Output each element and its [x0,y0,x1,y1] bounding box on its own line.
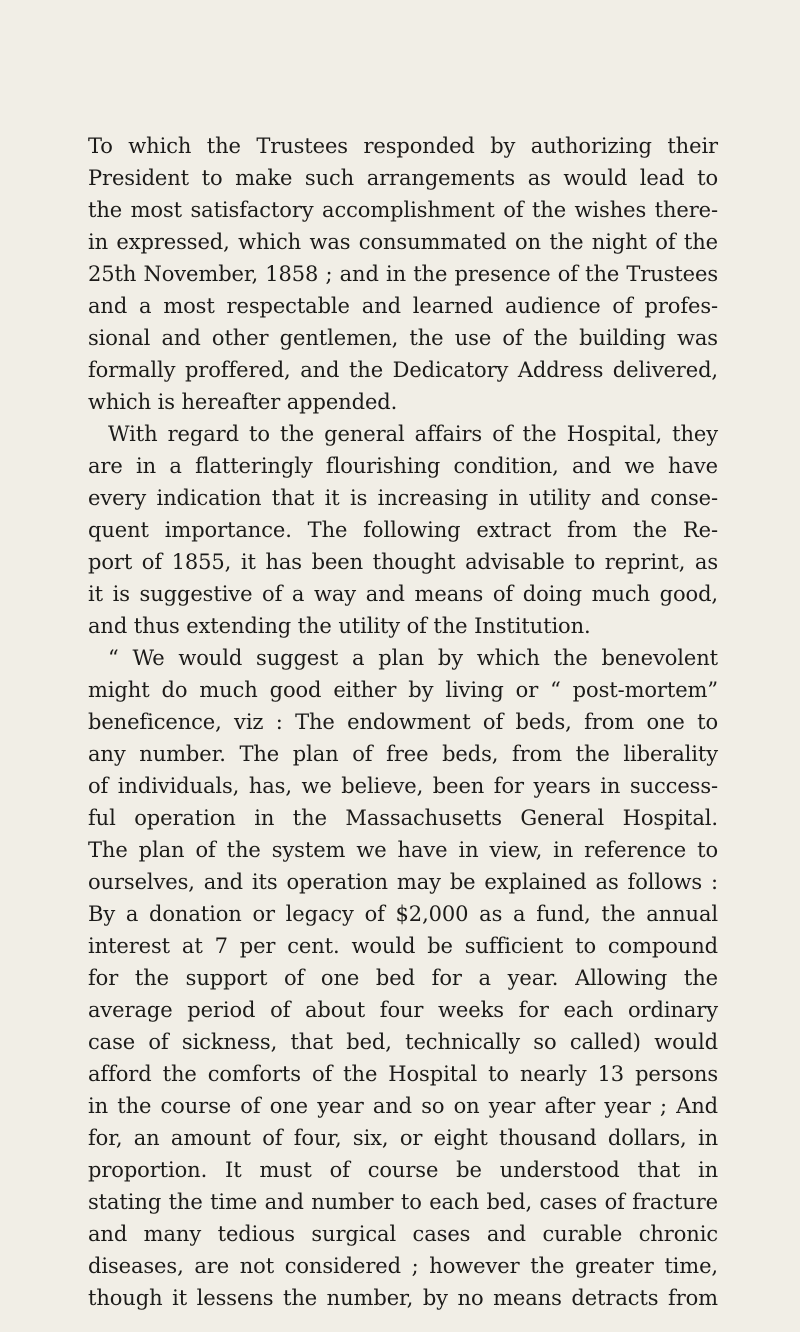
text-line: though it lessens the number, by no means detracts from [88,1286,718,1310]
text-line: To which the Trustees responded by authorizing their [88,134,718,158]
body-text [88,130,718,1314]
text-line: and many tedious surgical cases and curable chronic [88,1222,718,1246]
text-line: quent importance. The following extract from the Re- [88,518,718,542]
text-line: case of sickness, that bed, technically so called) would [88,1030,718,1054]
text-line: are in a flatteringly flourishing condition, and we have [88,454,718,478]
text-line: The plan of the system we have in view, in reference to [88,838,718,862]
text-line: and a most respectable and learned audience of profes- [88,294,718,318]
text-line: interest at 7 per cent. would be sufficient to compound [88,934,718,958]
text-line: which is hereafter appended. [88,390,398,414]
text-line: in expressed, which was consummated on the night of the [88,230,718,254]
text-line: port of 1855, it has been thought advisable to reprint, as [88,550,718,574]
text-line: sional and other gentlemen, the use of the building was [88,326,718,350]
text-line: By a donation or legacy of $2,000 as a fund, the annual [88,902,718,926]
text-line: ourselves, and its operation may be explained as follows : [88,870,718,894]
text-line: every indication that it is increasing in utility and conse- [88,486,718,510]
text-line: proportion. It must of course be understood that in [88,1158,718,1182]
text-line: beneficence, viz : The endowment of beds, from one to [88,710,718,734]
text-line: formally proffered, and the Dedicatory Address delivered, [88,358,718,382]
text-line: diseases, are not considered ; however the greater time, [88,1254,718,1278]
text-line: it is suggestive of a way and means of doing much good, [88,582,718,606]
text-line: in the course of one year and so on year after year ; And [88,1094,718,1118]
text-line: for the support of one bed for a year. Allowing the [88,966,718,990]
text-line: “ We would suggest a plan by which the benevolent [108,646,718,670]
text-line: President to make such arrangements as would lead to [88,166,718,190]
text-line: the most satisfactory accomplishment of the wishes there- [88,198,718,222]
text-line: average period of about four weeks for each ordinary [88,998,718,1022]
text-line: of individuals, has, we believe, been for years in success- [88,774,718,798]
text-line: and thus extending the utility of the Institution. [88,614,591,638]
text-line: With regard to the general affairs of the Hospital, they [108,422,718,446]
text-line: any number. The plan of free beds, from the liberality [88,742,718,766]
text-line: 25th November, 1858 ; and in the presence of the Trustees [88,262,718,286]
text-line: afford the comforts of the Hospital to nearly 13 persons [88,1062,718,1086]
text-line: stating the time and number to each bed, cases of fracture [88,1190,718,1214]
text-line: ful operation in the Massachusetts General Hospital. [88,806,718,830]
text-line: for, an amount of four, six, or eight thousand dollars, in [88,1126,718,1150]
text-line: might do much good either by living or “ post-mortem” [88,678,718,702]
